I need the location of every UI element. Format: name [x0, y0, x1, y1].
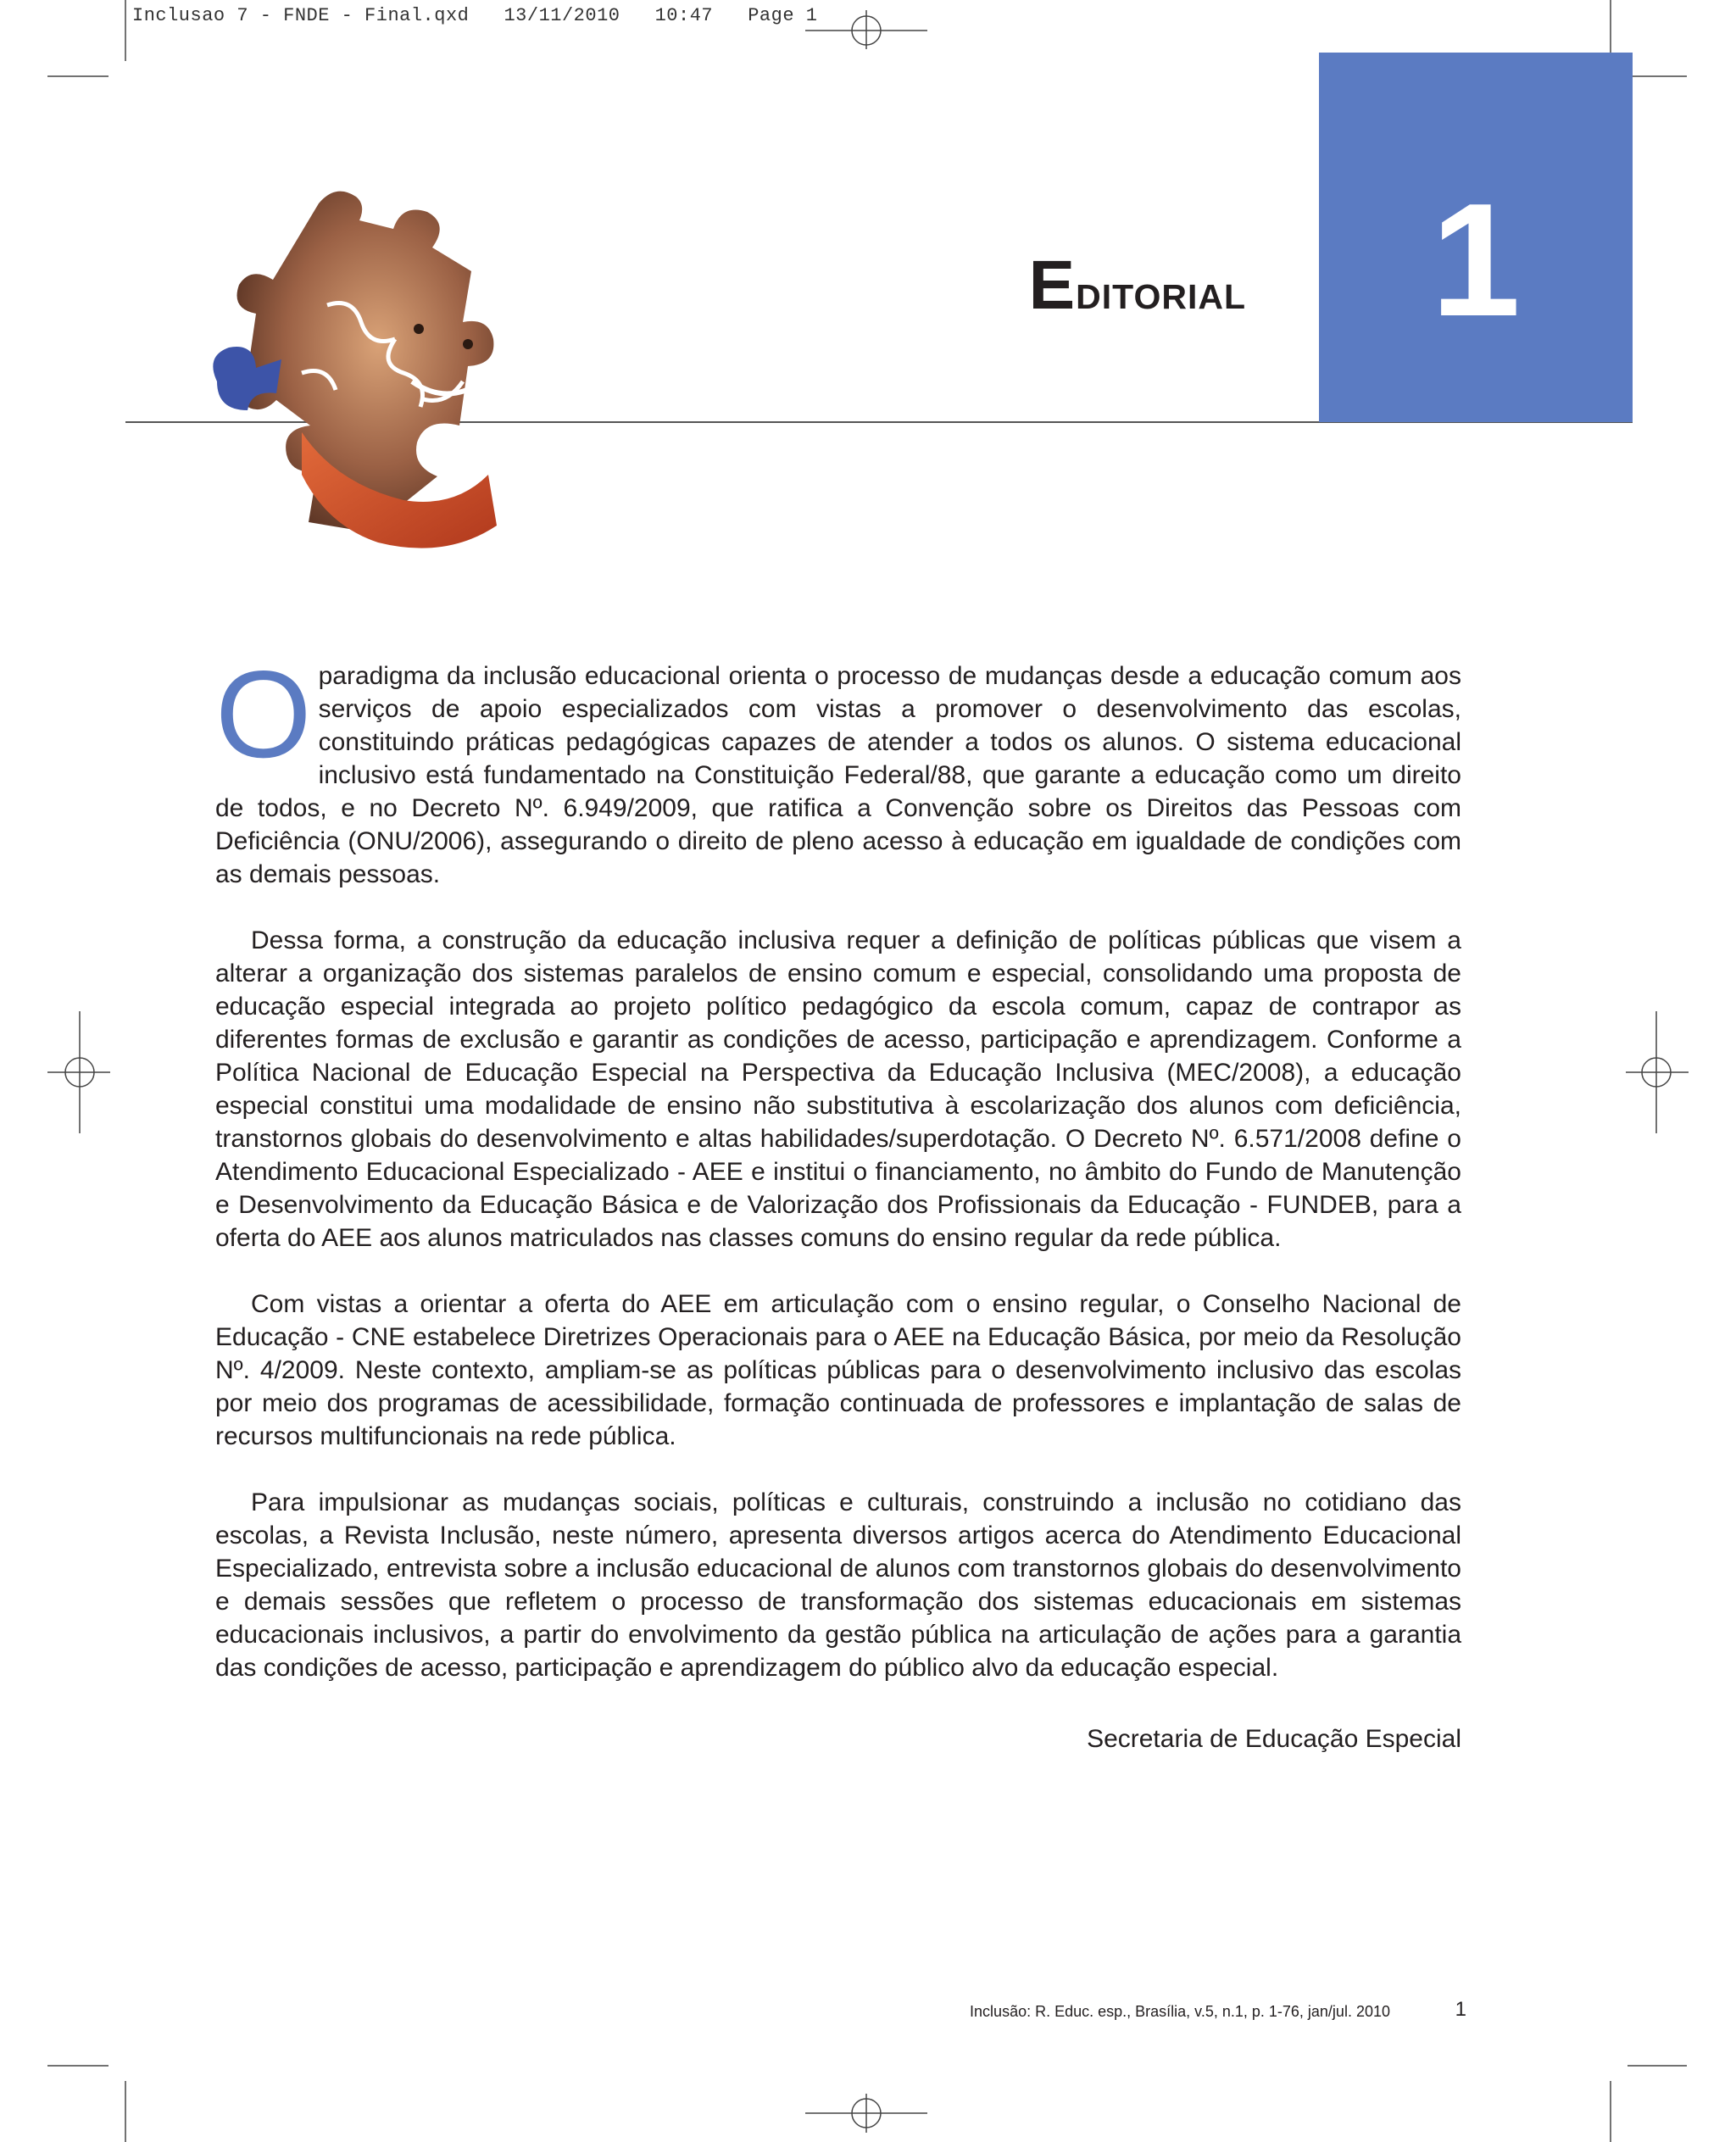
page-number: 1 — [1455, 1998, 1466, 2021]
drop-cap: O — [215, 645, 312, 783]
paragraph-3: Com vistas a orientar a oferta do AEE em articulação com o ensino regular, o Conselho Nacional de Educação - CNE estabelece Diretrizes Operacionais para o AEE na Educação Básica, por meio da Resolução Nº. 4/2009. Neste contexto, ampliam-se as políticas públicas para o desenvolvimento inclusivo das escolas por meio dos programas de acessibilidade, formação continuada de professores e implantação de salas de recursos multifuncionais na rede pública. — [215, 1290, 1461, 1450]
editorial-body — [215, 645, 1461, 1717]
chapter-box — [1319, 53, 1633, 422]
paragraph-4: Para impulsionar as mudanças sociais, políticas e culturais, construindo a inclusão no cotidiano das escolas, a Revista Inclusão, neste número, apresenta diversos artigos acerca do Atendimento Educacional Especializado, entrevista sobre a inclusão educacional de alunos com transtornos globais do desenvolvimento e demais sessões que refletem o processo de transformação dos sistemas educacionais em sistemas educacionais inclusivos, a partir do envolvimento da gestão pública na articulação de ações para a garantia das condições de acesso, participação e aprendizagem do público alvo da educação especial. — [215, 1488, 1461, 1682]
title-initial: E — [1028, 247, 1077, 324]
puzzle-photo-icon — [200, 178, 607, 576]
signature: Secretaria de Educação Especial — [1087, 1725, 1461, 1753]
chapter-number: 1 — [1431, 170, 1521, 350]
paragraph-2: Dessa forma, a construção da educação inclusiva requer a definição de políticas públicas que visem a alterar a organização dos sistemas paralelos de ensino comum e especial, consolidando uma proposta de educação especial integrada ao projeto político pedagógico da escola comum, capaz de contrapor as diferentes formas de exclusão e garantir as condições de acesso, participação e aprendizagem. Conforme a Política Nacional de Educação Especial na Perspectiva da Educação Inclusiva (MEC/2008), a educação especial constitui uma modalidade de ensino não substitutiva à escolarização dos alunos com deficiência, transtornos globais do desenvolvimento e altas habilidades/superdotação. O Decreto Nº. 6.571/2008 define o Atendimento Educacional Especializado - AEE e institui o financiamento, no âmbito do Fundo de Manutenção e Desenvolvimento da Educação Básica e de Valorização dos Profissionais da Educação - FUNDEB, para a oferta do AEE aos alunos matriculados nas classes comuns do ensino regular da rede pública. — [215, 926, 1461, 1252]
page-title — [932, 247, 1246, 324]
title-rest: ditorial — [1076, 264, 1246, 320]
paragraph-1 — [215, 645, 1461, 891]
print-slug: Inclusao 7 - FNDE - Final.qxd 13/11/2010 10:47 Page 1 — [132, 5, 818, 26]
footer-citation: Inclusão: R. Educ. esp., Brasília, v.5, n.1, p. 1-76, jan/jul. 2010 — [970, 2003, 1390, 2020]
paragraph-1-text: paradigma da inclusão educacional orienta o processo de mudanças desde a educação comum aos serviços de apoio especializados com vistas a promover o desenvolvimento das escolas, constituindo práticas pedagógicas capazes de atender a todos os alunos. O sistema educacional inclusivo está fundamentado na Constituição Federal/88, que garante a educação como um direito de todos, e no Decreto Nº. 6.949/2009, que ratifica a Convenção sobre os Direitos das Pessoas com Deficiência (ONU/2006), assegurando o direito de pleno acesso à educação em igualdade de condições com as demais pessoas. — [215, 662, 1461, 888]
